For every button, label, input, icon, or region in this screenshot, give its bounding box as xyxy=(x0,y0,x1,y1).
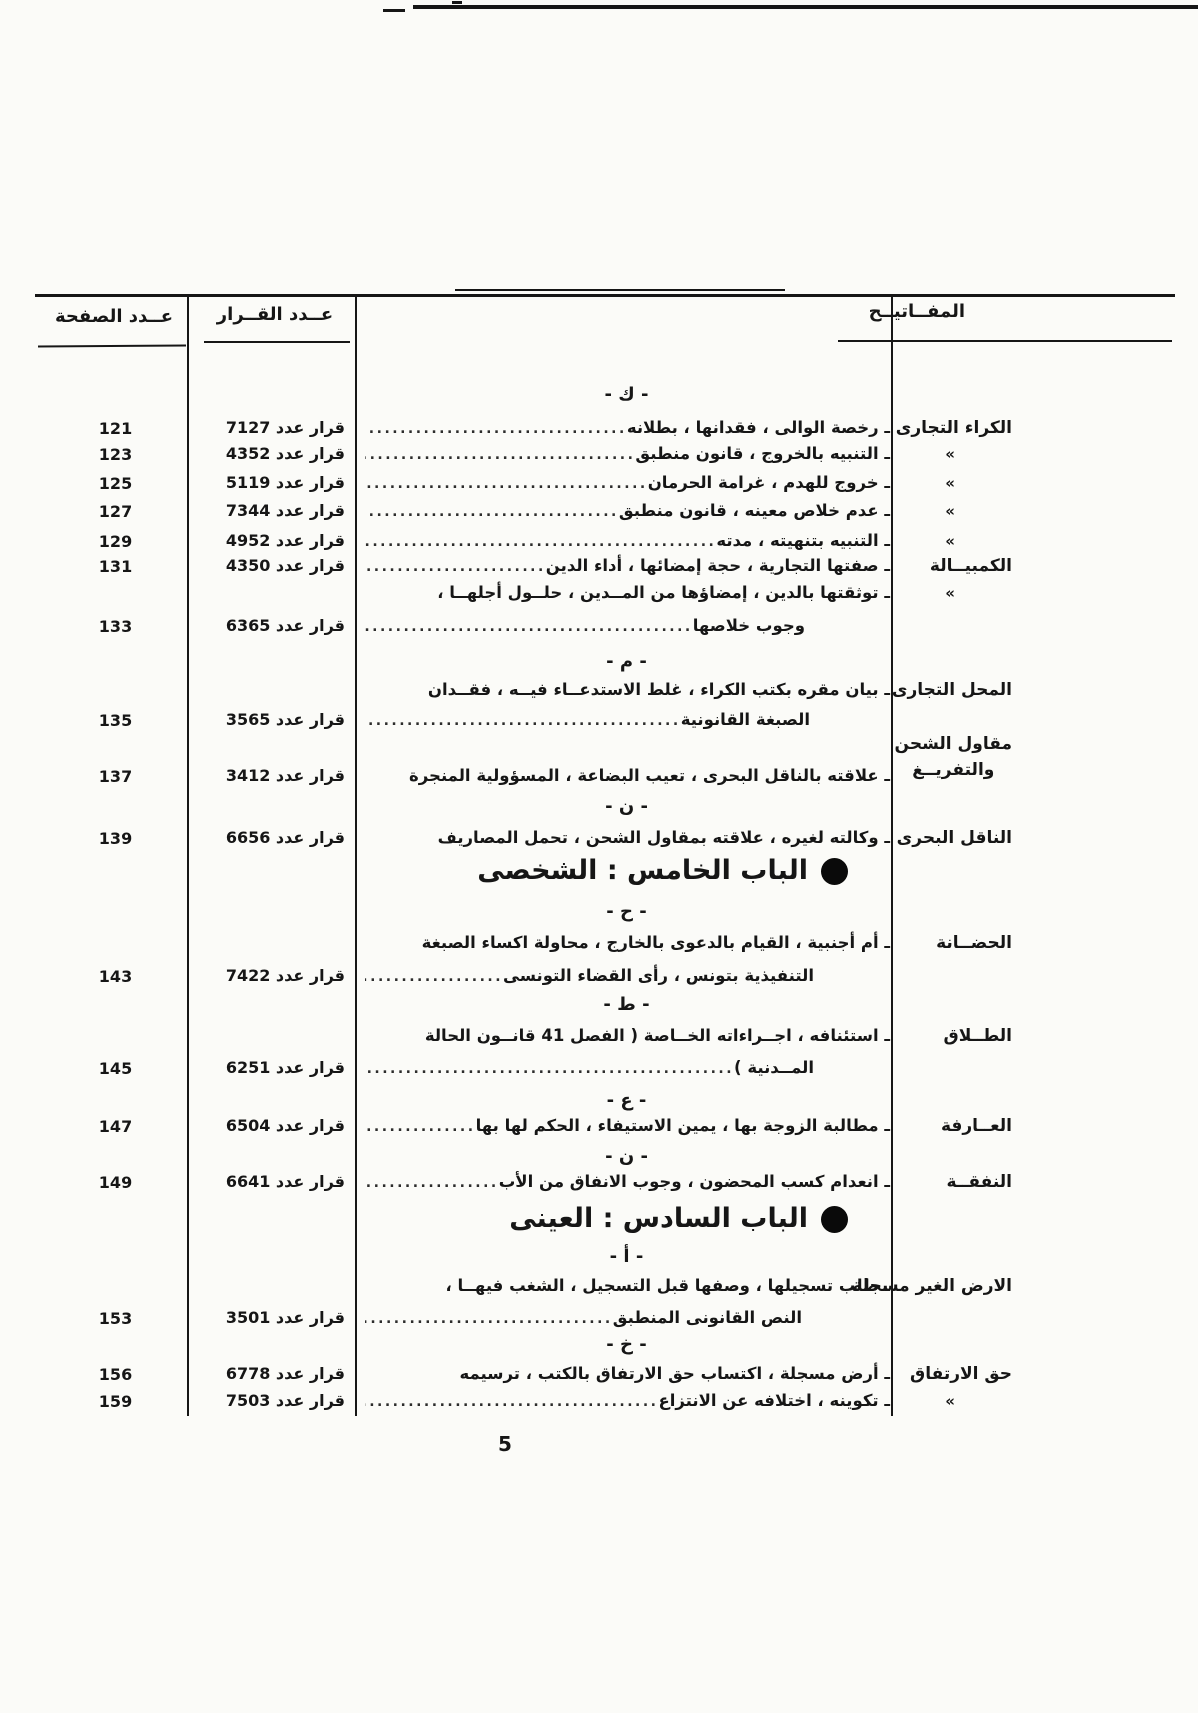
vertical-rule-body-keys xyxy=(891,296,893,1416)
entry-text: النص القانونى المنطبق xyxy=(612,1308,802,1327)
entry-text: ـ وكالته لغيره ، علاقته بمقاول الشحن ، تحمل المصاريف xyxy=(437,828,890,847)
entry-key-text: الناقل البحرى xyxy=(896,828,1012,848)
entry-text-line xyxy=(365,1388,890,1415)
decision-number: قرار عدد 3501 xyxy=(225,1308,345,1327)
entry-key-text: » xyxy=(945,532,955,550)
entry-key-text: » xyxy=(945,474,955,492)
decision-number: قرار عدد 7127 xyxy=(225,418,345,437)
chapter-heading xyxy=(365,1202,890,1236)
entry-page-number: 145 xyxy=(98,1059,133,1078)
entry-key-text: العــارفة xyxy=(940,1116,1012,1136)
entry-text-line xyxy=(365,677,890,703)
entry-page-number: 153 xyxy=(98,1309,133,1328)
vertical-rule-page-decision xyxy=(187,296,189,1416)
entry-key-text: الكمبيــالة xyxy=(929,556,1012,576)
leader-dots xyxy=(365,1305,613,1332)
leader-dots xyxy=(365,553,546,580)
entry-key xyxy=(892,677,1012,703)
vertical-rule-decision-body xyxy=(355,296,357,1416)
section-letter: - ع - xyxy=(606,1090,647,1111)
entry-key-text: حق الارتفاق xyxy=(910,1364,1012,1384)
entry-text-line xyxy=(365,415,890,442)
entry-page-number: 147 xyxy=(98,1117,133,1136)
entry-text-line xyxy=(365,825,890,851)
leader-dots xyxy=(365,1388,658,1415)
decision-number: قرار عدد 3565 xyxy=(225,710,345,729)
section-letter: - خ - xyxy=(606,1334,647,1355)
entry-page-number: 135 xyxy=(98,711,133,730)
entry-key-text: مقاول الشحن xyxy=(894,734,1012,754)
leader-dots xyxy=(365,1113,476,1140)
entry-key xyxy=(941,1113,1012,1139)
entry-text: المــدنية ) xyxy=(734,1058,814,1077)
decision-number: قرار عدد 6365 xyxy=(225,616,345,635)
entry-page-number: 143 xyxy=(98,967,133,986)
entry-text: الصبغة القانونية xyxy=(680,710,810,729)
entry-key-text: الحضــانة xyxy=(936,933,1012,953)
entry-key-text: المحل التجارى xyxy=(891,680,1012,700)
column-header-keys: المفــاتيــح xyxy=(868,301,965,322)
section-letter: - م - xyxy=(606,651,647,672)
section-letter: - ك - xyxy=(604,384,649,405)
entry-text-line xyxy=(365,1169,890,1196)
entry-text-line xyxy=(365,930,890,956)
scan-top-tick-2 xyxy=(452,1,462,4)
entry-text: ـ توثقتها بالدين ، إمضاؤها من المــدين ، حلــول أجلهــا ، xyxy=(437,583,890,602)
entry-text: ـ التنبيه بالخروج ، قانون منطبق xyxy=(635,444,890,463)
leader-dots xyxy=(365,470,648,497)
decision-number: قرار عدد 6656 xyxy=(225,828,345,847)
keys-col-underline xyxy=(838,340,1172,342)
column-header-decision-count: عــدد القــرار xyxy=(216,304,334,325)
leader-dots xyxy=(365,613,693,640)
entry-text-line xyxy=(365,553,890,580)
entry-page-number: 149 xyxy=(98,1173,133,1192)
leader-dots xyxy=(365,415,627,442)
table-top-rule-double xyxy=(455,289,785,291)
entry-text: ـ استئنافه ، اجــراءاته الخــاصة ( الفصل 41 قانــون الحالة xyxy=(424,1026,890,1045)
entry-key xyxy=(946,1169,1012,1195)
decision-number: قرار عدد 7422 xyxy=(225,966,345,985)
leader-dots xyxy=(365,963,503,990)
scan-top-tick xyxy=(383,9,405,12)
leader-dots xyxy=(365,707,681,734)
key-ditto-mark xyxy=(945,1388,955,1414)
entry-text: ـ رخصة الوالى ، فقدانها ، بطلانه xyxy=(626,418,890,437)
decision-number: قرار عدد 5119 xyxy=(225,473,345,492)
table-top-rule xyxy=(35,294,1175,297)
entry-text: ـ التنبيه بتنهيته ، مدته xyxy=(716,531,890,550)
entry-key-text: النفقــة xyxy=(946,1172,1012,1192)
entry-text-line xyxy=(365,470,890,497)
entry-text-line xyxy=(365,763,890,789)
page-number: 5 xyxy=(498,1432,512,1456)
entry-key-text-line2: والتفريــغ xyxy=(912,760,995,780)
leader-dots xyxy=(365,1169,499,1196)
entry-text: ـ صفتها التجارية ، حجة إمضائها ، أداء الدين xyxy=(545,556,890,575)
decision-number: قرار عدد 4952 xyxy=(225,531,345,550)
entry-page-number: 159 xyxy=(98,1392,133,1411)
decision-col-underline xyxy=(204,341,350,343)
decision-number: قرار عدد 7344 xyxy=(225,501,345,520)
chapter-heading-text: الباب السادس : العينى xyxy=(509,1203,808,1234)
entry-text-line xyxy=(365,528,890,555)
leader-dots xyxy=(365,528,716,555)
entry-text-line xyxy=(365,1113,890,1140)
entry-text-line xyxy=(365,441,890,468)
entry-text: ـ عدم خلاص معينه ، قانون منطبق xyxy=(618,501,890,520)
entry-text: ـ أم أجنبية ، القيام بالدعوى بالخارج ، محاولة اكساء الصبغة xyxy=(421,933,890,952)
entry-text-line xyxy=(365,1055,890,1082)
key-ditto-mark xyxy=(945,498,955,524)
scan-top-line xyxy=(413,5,1198,9)
entry-text: ـ علاقته بالناقل البحرى ، تعيب البضاعة ، المسؤولية المنجرة xyxy=(409,766,890,785)
entry-page-number: 137 xyxy=(98,767,133,786)
key-ditto-mark xyxy=(945,441,955,467)
entry-key xyxy=(896,415,1012,441)
key-ditto-mark xyxy=(945,470,955,496)
entry-key xyxy=(897,825,1012,851)
section-letter: - ح - xyxy=(606,901,647,922)
entry-key xyxy=(895,731,1012,783)
entry-text-line xyxy=(365,613,890,640)
entry-text-line xyxy=(365,1305,890,1332)
entry-text: ـ انعدام كسب المحضون ، وجوب الانفاق من الأب xyxy=(498,1172,890,1191)
entry-page-number: 121 xyxy=(98,419,133,438)
entry-text: ـ بيان مقره بكتب الكراء ، غلط الاستدعــاء فيــه ، فقــدان xyxy=(427,680,890,699)
entry-text: التنفيذية بتونس ، رأى القضاء التونسى xyxy=(503,966,814,985)
entry-text: ـ طلب تسجيلها ، وصفها قبل التسجيل ، الشغب فيهــا ، xyxy=(445,1276,890,1295)
decision-number: قرار عدد 6504 xyxy=(225,1116,345,1135)
entry-text-line xyxy=(365,1023,890,1049)
chapter-bullet-icon xyxy=(821,858,848,885)
entry-key xyxy=(930,553,1012,579)
decision-number: قرار عدد 6778 xyxy=(225,1364,345,1383)
entry-text: ـ مطالبة الزوجة بها ، يمين الاستيفاء ، الحكم لها بها xyxy=(475,1116,890,1135)
entry-page-number: 139 xyxy=(98,829,133,848)
leader-dots xyxy=(365,1055,734,1082)
entry-page-number: 127 xyxy=(98,502,133,521)
entry-key-text: » xyxy=(945,1392,955,1410)
section-letter: - أ - xyxy=(609,1246,644,1267)
decision-number: قرار عدد 4352 xyxy=(225,444,345,463)
entry-page-number: 131 xyxy=(98,557,133,576)
entry-key-text: » xyxy=(945,502,955,520)
leader-dots xyxy=(365,441,635,468)
entry-key-text: » xyxy=(945,445,955,463)
entry-key xyxy=(910,1361,1012,1387)
entry-text-line xyxy=(365,1361,890,1387)
entry-page-number: 123 xyxy=(98,445,133,464)
key-ditto-mark xyxy=(945,580,955,606)
decision-number: قرار عدد 7503 xyxy=(225,1391,345,1410)
entry-text-line xyxy=(365,963,890,990)
decision-number: قرار عدد 3412 xyxy=(225,766,345,785)
section-letter: - ن - xyxy=(605,796,648,817)
entry-text: ـ تكوينه ، اختلافه عن الانتزاع xyxy=(658,1391,890,1410)
decision-number: قرار عدد 6641 xyxy=(225,1172,345,1191)
entry-key xyxy=(936,930,1012,956)
entry-key-text: الكراء التجارى xyxy=(895,418,1012,438)
entry-text: ـ خروج للهدم ، غرامة الحرمان xyxy=(647,473,890,492)
chapter-heading xyxy=(365,854,890,888)
entry-page-number: 156 xyxy=(98,1365,133,1384)
entry-text-line xyxy=(365,707,890,734)
chapter-bullet-icon xyxy=(821,1206,848,1233)
entry-page-number: 129 xyxy=(98,532,133,551)
entry-text-line xyxy=(365,1273,890,1299)
entry-key xyxy=(852,1273,1012,1299)
page-col-underline xyxy=(38,344,186,347)
entry-page-number: 125 xyxy=(98,474,133,493)
entry-text-line xyxy=(365,498,890,525)
key-ditto-mark xyxy=(945,528,955,554)
entry-key-text: الطــلاق xyxy=(943,1026,1012,1046)
column-header-page-count: عــدد الصفحة xyxy=(54,306,173,327)
decision-number: قرار عدد 4350 xyxy=(225,556,345,575)
chapter-heading-text: الباب الخامس : الشخصى xyxy=(477,855,808,886)
entry-page-number: 133 xyxy=(98,617,133,636)
entry-key-text: » xyxy=(945,584,955,602)
decision-number: قرار عدد 6251 xyxy=(225,1058,345,1077)
leader-dots xyxy=(365,498,619,525)
entry-key xyxy=(944,1023,1013,1049)
entry-text: وجوب خلاصها xyxy=(692,616,805,635)
entry-text: ـ أرض مسجلة ، اكتساب حق الارتفاق بالكتب ، ترسيمه xyxy=(459,1364,890,1383)
entry-key-text: الارض الغير مسجلة xyxy=(852,1276,1012,1296)
section-letter: - ن - xyxy=(605,1146,648,1167)
section-letter: - ط - xyxy=(603,994,650,1015)
entry-text-line xyxy=(365,580,890,606)
